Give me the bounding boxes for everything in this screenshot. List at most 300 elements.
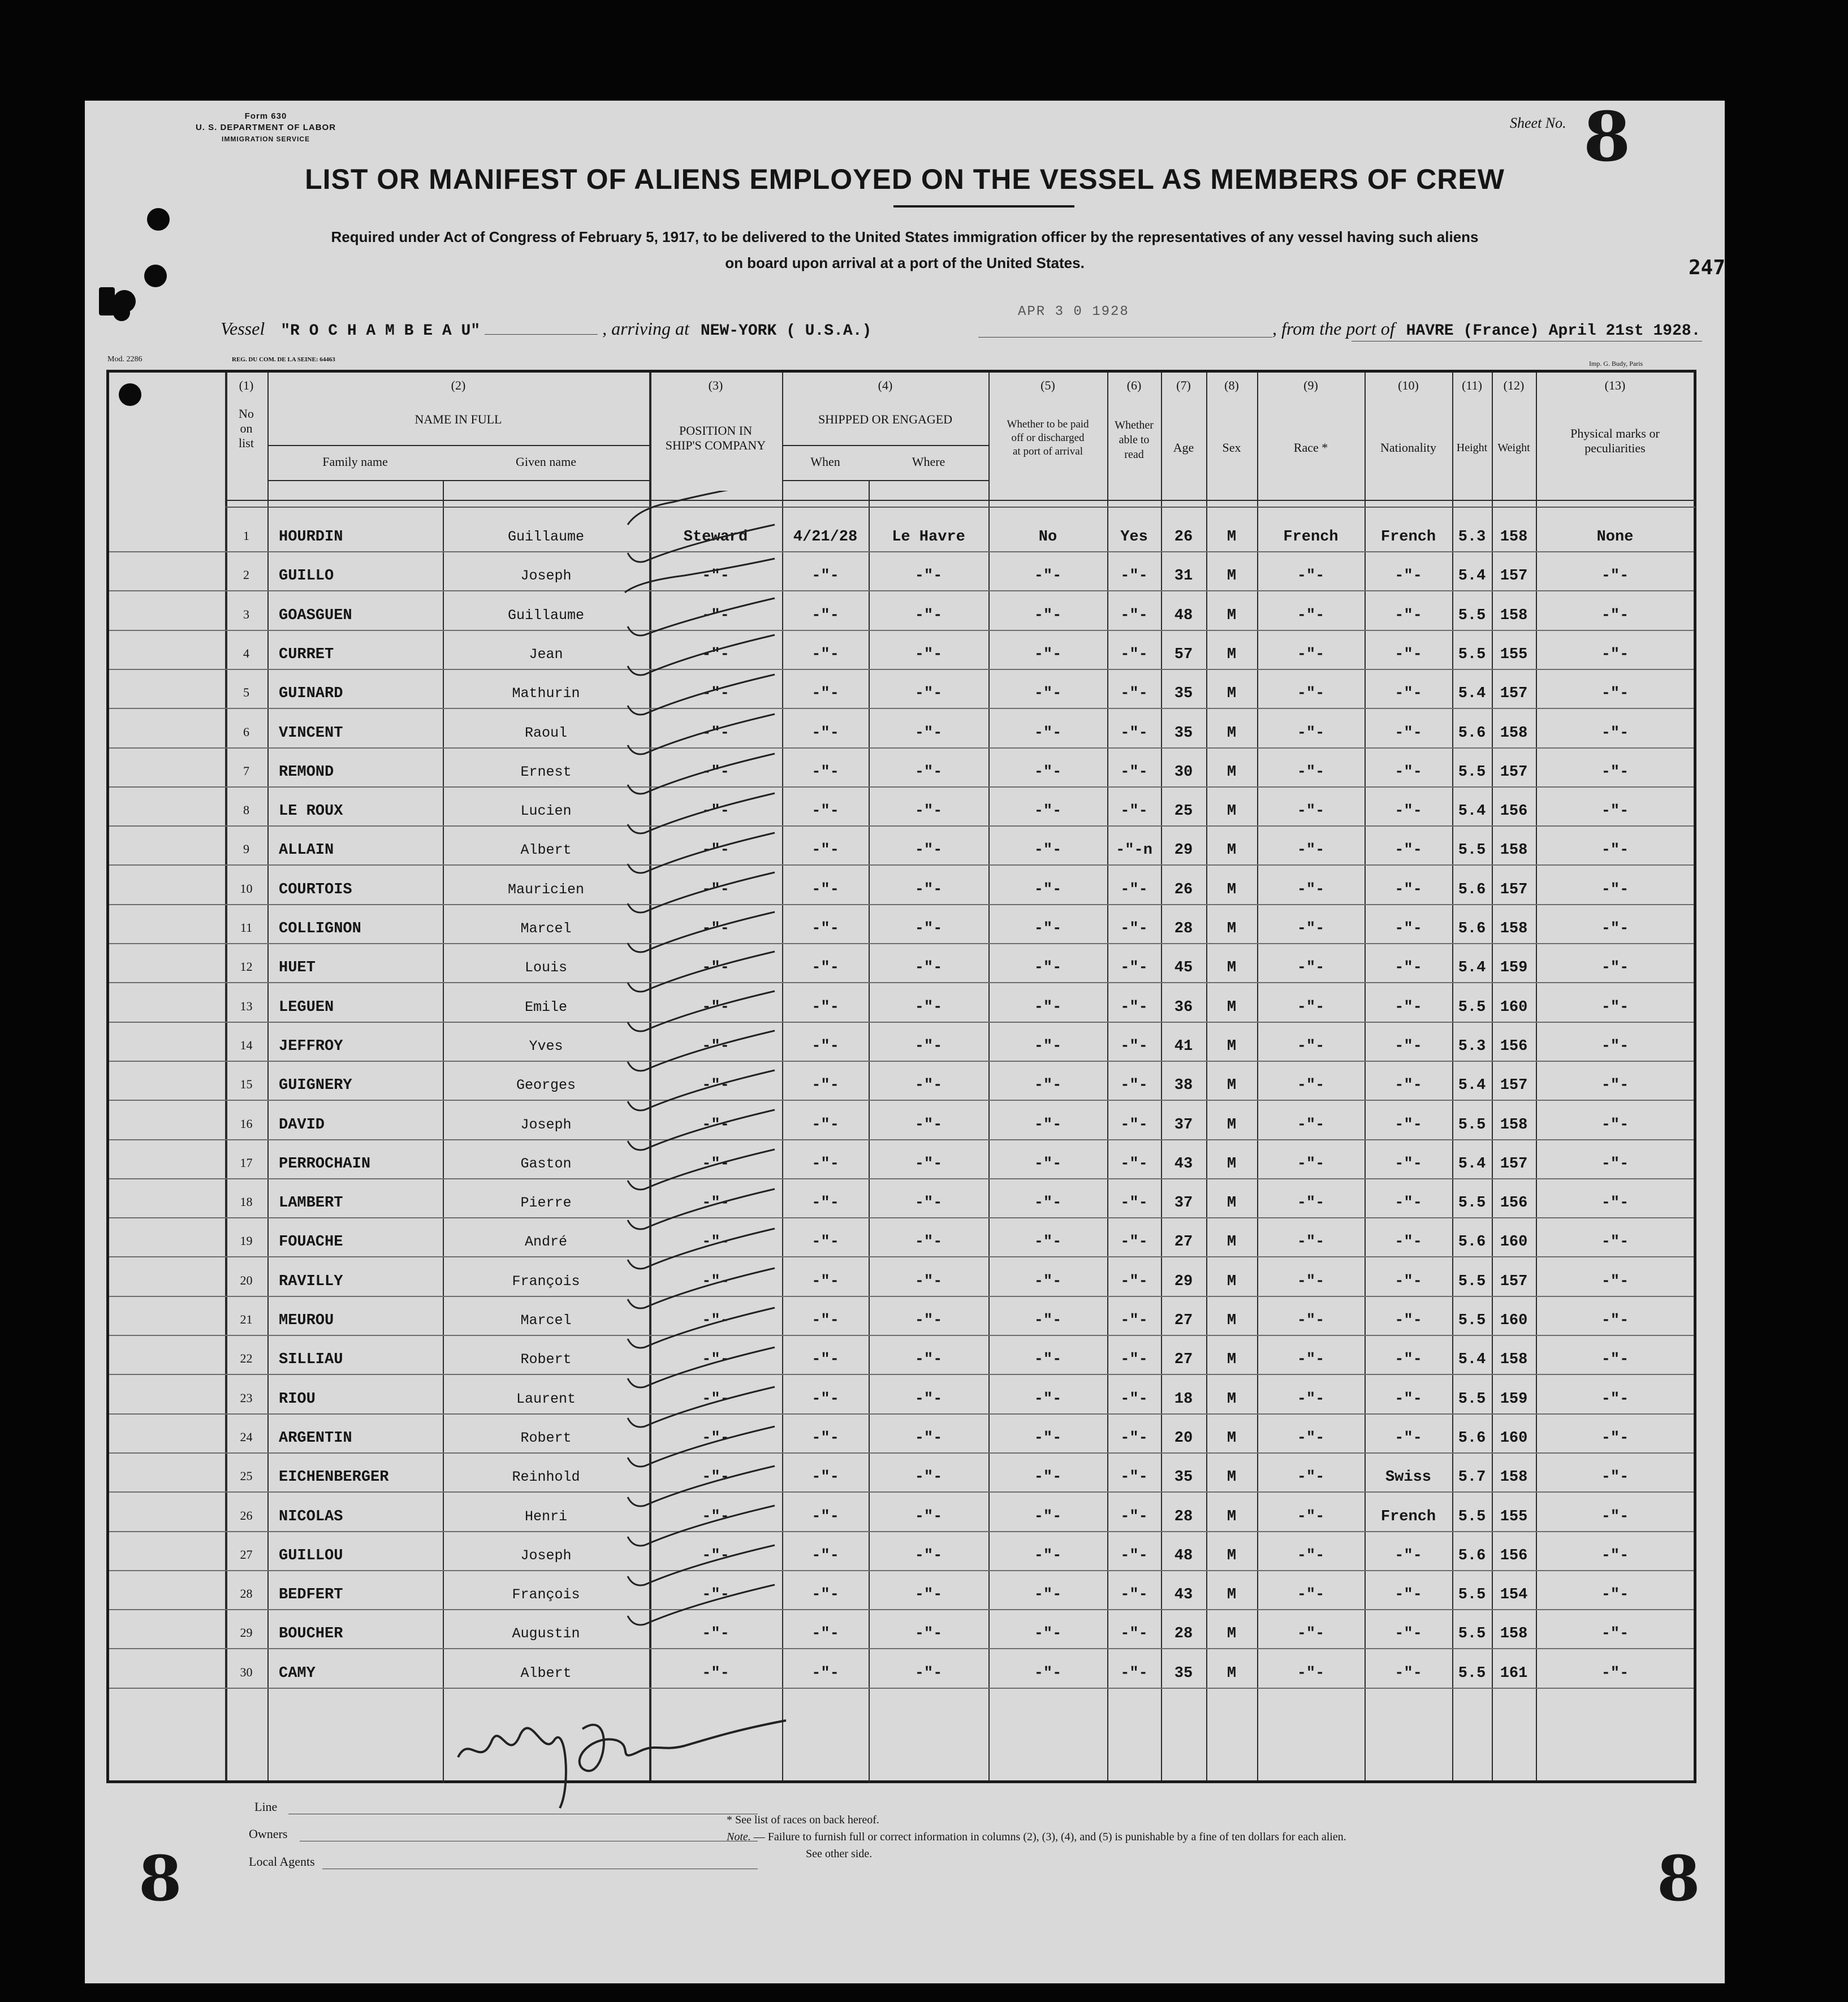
row-rule <box>109 982 1694 983</box>
cell-position: -"- <box>702 685 729 703</box>
sheet-number-bottom-left: 8 <box>139 1842 182 1915</box>
cell-able-to-read: -"- <box>1120 1351 1148 1369</box>
cell-race: -"- <box>1297 1195 1325 1212</box>
cell-family-name: HOURDIN <box>279 529 343 546</box>
crew-table <box>106 370 1696 1783</box>
cell-physical-marks: -"- <box>1601 607 1629 624</box>
cell-shipped-where: -"- <box>914 1312 943 1329</box>
cell-nationality: -"- <box>1394 1116 1422 1134</box>
cell-age: 48 <box>1174 607 1193 624</box>
cell-shipped-where: -"- <box>914 1469 943 1486</box>
cell-paid-off: -"- <box>1034 646 1062 663</box>
cell-position: -"- <box>702 1116 729 1134</box>
cell-given-name: Lucien <box>520 803 572 820</box>
see-other-side: See other side. <box>806 1848 873 1860</box>
cell-shipped-where: -"- <box>914 1625 943 1643</box>
cell-race: -"- <box>1297 1508 1325 1525</box>
cell-row-number: 11 <box>240 920 253 935</box>
cell-race: -"- <box>1297 1116 1325 1134</box>
cell-paid-off: -"- <box>1034 1037 1062 1055</box>
cell-height: 5.4 <box>1458 1077 1486 1095</box>
cell-given-name: Emile <box>524 998 567 1015</box>
cell-position: -"- <box>702 1547 729 1564</box>
cell-sex: M <box>1227 1586 1237 1604</box>
cell-shipped-when: -"- <box>811 1234 839 1251</box>
cell-nationality: -"- <box>1394 685 1422 703</box>
col-where-header: Where <box>912 455 945 469</box>
cell-physical-marks: -"- <box>1601 1037 1629 1055</box>
cell-given-name: Pierre <box>520 1195 572 1212</box>
cell-shipped-where: -"- <box>914 1351 943 1369</box>
cell-family-name: PERROCHAIN <box>279 1155 371 1173</box>
cell-shipped-where: -"- <box>914 1273 943 1290</box>
cell-height: 5.5 <box>1458 998 1486 1016</box>
row-rule <box>109 590 1694 591</box>
cell-height: 5.5 <box>1458 1586 1486 1604</box>
col-2-number: (2) <box>451 378 466 392</box>
cell-age: 38 <box>1174 1077 1193 1095</box>
cell-nationality: -"- <box>1394 646 1422 663</box>
cell-family-name: COURTOIS <box>279 881 352 898</box>
department-name: U. S. DEPARTMENT OF LABOR <box>195 123 336 132</box>
cell-paid-off: -"- <box>1034 568 1062 585</box>
cell-physical-marks: -"- <box>1601 842 1629 859</box>
note-text: — Failure to furnish full or correct information in columns (2), (3), (4), and (5) is punishable by a fine of ten dollars for each alien. <box>753 1831 1346 1843</box>
cell-family-name: RIOU <box>279 1390 316 1408</box>
cell-sex: M <box>1227 1273 1237 1290</box>
cell-nationality: -"- <box>1394 1351 1422 1369</box>
cell-shipped-where: -"- <box>914 998 943 1016</box>
from-line <box>1272 318 1700 340</box>
cell-shipped-where: -"- <box>914 1116 943 1134</box>
cell-race: -"- <box>1297 685 1325 703</box>
cell-able-to-read: Yes <box>1120 529 1148 546</box>
arrival-port: NEW-YORK ( U.S.A.) <box>700 322 872 340</box>
cell-sex: M <box>1227 685 1237 703</box>
cell-age: 48 <box>1174 1547 1193 1564</box>
cell-row-number: 6 <box>243 724 249 739</box>
cell-row-number: 25 <box>240 1469 253 1484</box>
form-header <box>175 111 356 145</box>
cell-shipped-where: -"- <box>914 1037 943 1055</box>
col-6-number: (6) <box>1126 378 1142 392</box>
cell-given-name: Reinhold <box>512 1469 580 1486</box>
cell-height: 5.6 <box>1458 724 1486 742</box>
cell-shipped-where: -"- <box>914 1155 943 1173</box>
row-rule <box>109 1296 1694 1297</box>
cell-sex: M <box>1227 1312 1237 1329</box>
footer-agents-label: Local Agents <box>249 1854 315 1869</box>
cell-race: -"- <box>1297 1625 1325 1643</box>
col-marks-header: Physical marks or peculiarities <box>1570 426 1660 455</box>
cell-shipped-when: -"- <box>811 1037 839 1055</box>
cell-sex: M <box>1227 881 1237 898</box>
col-age-header: Age <box>1173 440 1194 455</box>
page-title: LIST OR MANIFEST OF ALIENS EMPLOYED ON THE VESSEL AS MEMBERS OF CREW <box>305 163 1505 195</box>
row-rule <box>109 1452 1694 1454</box>
cell-shipped-when: -"- <box>811 1273 839 1290</box>
cell-given-name: Marcel <box>520 920 572 937</box>
col-paid-header: Whether to be paid off or discharged at port of arrival <box>1007 418 1089 457</box>
cell-family-name: MEUROU <box>279 1312 334 1329</box>
cell-shipped-where: -"- <box>914 1508 943 1525</box>
cell-age: 45 <box>1174 959 1193 977</box>
cell-shipped-when: -"- <box>811 998 839 1016</box>
cell-age: 35 <box>1174 685 1193 703</box>
cell-given-name: Joseph <box>520 1116 572 1133</box>
cell-height: 5.4 <box>1458 685 1486 703</box>
date-stamp: APR 3 0 1928 <box>1018 304 1129 319</box>
cell-age: 37 <box>1174 1116 1193 1134</box>
cell-able-to-read: -"- <box>1120 724 1148 742</box>
cell-weight: 157 <box>1500 1155 1528 1173</box>
cell-row-number: 20 <box>240 1273 253 1287</box>
cell-shipped-when: -"- <box>811 959 839 977</box>
cell-weight: 158 <box>1500 920 1528 937</box>
cell-age: 28 <box>1174 1625 1193 1643</box>
cell-physical-marks: -"- <box>1601 1429 1629 1447</box>
cell-age: 43 <box>1174 1586 1193 1604</box>
col-8-number: (8) <box>1224 378 1239 392</box>
col-1-number: (1) <box>239 378 254 392</box>
cell-row-number: 24 <box>240 1429 253 1444</box>
cell-nationality: -"- <box>1394 1077 1422 1095</box>
cell-shipped-when: -"- <box>811 568 839 585</box>
cell-nationality: -"- <box>1394 1664 1422 1682</box>
cell-paid-off: -"- <box>1034 1625 1062 1643</box>
cell-shipped-where: -"- <box>914 1429 943 1447</box>
cell-race: -"- <box>1297 881 1325 898</box>
cell-paid-off: -"- <box>1034 724 1062 742</box>
cell-able-to-read: -"- <box>1120 1429 1148 1447</box>
cell-height: 5.4 <box>1458 568 1486 585</box>
row-rule <box>109 669 1694 670</box>
row-rule <box>109 1570 1694 1571</box>
sheet-number-bottom-right: 8 <box>1657 1842 1700 1915</box>
cell-physical-marks: -"- <box>1601 1312 1629 1329</box>
cell-family-name: GUINARD <box>279 685 343 703</box>
cell-paid-off: -"- <box>1034 959 1062 977</box>
cell-shipped-when: -"- <box>811 1077 839 1095</box>
row-rule <box>109 1531 1694 1532</box>
cell-family-name: CAMY <box>279 1664 316 1682</box>
cell-age: 35 <box>1174 1469 1193 1486</box>
col-when-header: When <box>810 455 840 469</box>
cell-height: 5.5 <box>1458 646 1486 663</box>
cell-race: -"- <box>1297 1351 1325 1369</box>
col-10-number: (10) <box>1398 378 1419 392</box>
col-family-header: Family name <box>322 455 388 469</box>
cell-row-number: 10 <box>240 881 253 896</box>
cell-physical-marks: -"- <box>1601 1273 1629 1290</box>
col-height-header: Height <box>1456 442 1488 454</box>
arriving-label: , arriving at <box>602 318 689 339</box>
check-marks <box>605 491 899 1808</box>
cell-shipped-when: -"- <box>811 842 839 859</box>
cell-height: 5.5 <box>1458 1664 1486 1682</box>
cell-shipped-where: -"- <box>914 1195 943 1212</box>
cell-row-number: 23 <box>240 1390 253 1405</box>
cell-shipped-where: -"- <box>914 724 943 742</box>
cell-family-name: GUIGNERY <box>279 1077 352 1095</box>
cell-family-name: GUILLO <box>279 568 334 585</box>
cell-height: 5.5 <box>1458 1625 1486 1643</box>
cell-physical-marks: -"- <box>1601 1234 1629 1251</box>
cell-given-name: Guillaume <box>507 607 585 624</box>
cell-able-to-read: -"- <box>1120 1312 1148 1329</box>
cell-height: 5.6 <box>1458 881 1486 898</box>
cell-sex: M <box>1227 998 1237 1016</box>
cell-family-name: BEDFERT <box>279 1586 343 1604</box>
col-13-number: (13) <box>1604 378 1626 392</box>
cell-sex: M <box>1227 1547 1237 1564</box>
cell-physical-marks: -"- <box>1601 998 1629 1016</box>
cell-able-to-read: -"- <box>1120 803 1148 820</box>
cell-family-name: LAMBERT <box>279 1195 343 1212</box>
footer-line-label: Line <box>254 1800 278 1814</box>
cell-able-to-read: -"- <box>1120 1116 1148 1134</box>
cell-nationality: -"- <box>1394 1234 1422 1251</box>
row-rule <box>109 1178 1694 1179</box>
cell-race: -"- <box>1297 1586 1325 1604</box>
cell-sex: M <box>1227 1116 1237 1134</box>
cell-race: -"- <box>1297 1077 1325 1095</box>
cell-sex: M <box>1227 763 1237 781</box>
cell-physical-marks: -"- <box>1601 763 1629 781</box>
row-rule <box>109 1648 1694 1649</box>
cell-sex: M <box>1227 1234 1237 1251</box>
col-race-header: Race * <box>1293 440 1328 455</box>
cell-physical-marks: -"- <box>1601 568 1629 585</box>
cell-height: 5.5 <box>1458 1195 1486 1212</box>
cell-row-number: 17 <box>240 1155 253 1170</box>
cell-sex: M <box>1227 568 1237 585</box>
cell-sex: M <box>1227 1664 1237 1682</box>
cell-physical-marks: -"- <box>1601 1155 1629 1173</box>
cell-given-name: Marcel <box>520 1312 572 1329</box>
row-rule <box>109 1609 1694 1610</box>
col-3-number: (3) <box>708 378 723 392</box>
cell-race: -"- <box>1297 1547 1325 1564</box>
manifest-sheet <box>85 97 1726 1983</box>
cell-nationality: -"- <box>1394 803 1422 820</box>
cell-weight: 157 <box>1500 763 1528 781</box>
row-rule <box>109 708 1694 709</box>
cell-able-to-read: -"- <box>1120 1077 1148 1095</box>
cell-weight: 160 <box>1500 998 1528 1016</box>
cell-height: 5.6 <box>1458 1547 1486 1564</box>
cell-physical-marks: -"- <box>1601 881 1629 898</box>
cell-race: -"- <box>1297 724 1325 742</box>
cell-able-to-read: -"- <box>1120 1195 1148 1212</box>
cell-shipped-when: -"- <box>811 1586 839 1604</box>
vessel-label: Vessel <box>221 318 265 339</box>
cell-shipped-where: -"- <box>914 842 943 859</box>
row-rule <box>109 864 1694 866</box>
cell-row-number: 18 <box>240 1195 253 1209</box>
cell-race: -"- <box>1297 646 1325 663</box>
row-rule <box>109 943 1694 944</box>
cell-nationality: -"- <box>1394 959 1422 977</box>
cell-sex: M <box>1227 1037 1237 1055</box>
cell-family-name: HUET <box>279 959 316 977</box>
cell-family-name: RAVILLY <box>279 1273 343 1290</box>
cell-physical-marks: -"- <box>1601 1586 1629 1604</box>
cell-shipped-where: -"- <box>914 763 943 781</box>
cell-family-name: GUILLOU <box>279 1547 343 1564</box>
cell-shipped-where: -"- <box>914 1586 943 1604</box>
cell-position: -"- <box>702 1586 729 1604</box>
cell-sex: M <box>1227 724 1237 742</box>
cell-shipped-when: -"- <box>811 881 839 898</box>
cell-sex: M <box>1227 1351 1237 1369</box>
cell-row-number: 21 <box>240 1312 253 1326</box>
cell-given-name: Albert <box>520 1664 572 1681</box>
cell-nationality: -"- <box>1394 998 1422 1016</box>
cell-row-number: 16 <box>240 1116 253 1131</box>
col-weight-header: Weight <box>1497 442 1530 454</box>
cell-sex: M <box>1227 1390 1237 1408</box>
cell-nationality: Swiss <box>1385 1469 1431 1486</box>
cell-shipped-when: -"- <box>811 1116 839 1134</box>
cell-paid-off: -"- <box>1034 998 1062 1016</box>
cell-height: 5.5 <box>1458 1273 1486 1290</box>
cell-row-number: 15 <box>240 1077 253 1092</box>
cell-paid-off: -"- <box>1034 1273 1062 1290</box>
cell-able-to-read: -"- <box>1120 568 1148 585</box>
cell-paid-off: -"- <box>1034 842 1062 859</box>
cell-nationality: -"- <box>1394 1273 1422 1290</box>
col-position-header: POSITION IN SHIP'S COMPANY <box>665 423 766 452</box>
cell-shipped-where: -"- <box>914 607 943 624</box>
subtitle-line-2: on board upon arrival at a port of the United States. <box>725 254 1085 271</box>
cell-physical-marks: -"- <box>1601 803 1629 820</box>
cell-race: -"- <box>1297 920 1325 937</box>
cell-paid-off: -"- <box>1034 763 1062 781</box>
cell-paid-off: -"- <box>1034 1469 1062 1486</box>
cell-row-number: 22 <box>240 1351 253 1366</box>
cell-sex: M <box>1227 842 1237 859</box>
cell-height: 5.5 <box>1458 1312 1486 1329</box>
cell-paid-off: -"- <box>1034 1312 1062 1329</box>
cell-given-name: Mathurin <box>512 685 580 702</box>
cell-shipped-when: -"- <box>811 685 839 703</box>
cell-position: -"- <box>702 881 729 898</box>
cell-given-name: Robert <box>520 1351 572 1368</box>
cell-shipped-where: -"- <box>914 1390 943 1408</box>
cell-family-name: GOASGUEN <box>279 607 352 624</box>
cell-given-name: Augustin <box>512 1625 580 1642</box>
cell-position: -"- <box>702 646 729 663</box>
row-rule <box>109 1335 1694 1336</box>
cell-weight: 157 <box>1500 1077 1528 1095</box>
row-rule <box>109 1413 1694 1415</box>
cell-age: 57 <box>1174 646 1193 663</box>
cell-family-name: COLLIGNON <box>279 920 361 937</box>
cell-race: -"- <box>1297 1234 1325 1251</box>
cell-height: 5.4 <box>1458 1155 1486 1173</box>
cell-paid-off: -"- <box>1034 920 1062 937</box>
cell-weight: 158 <box>1500 1116 1528 1134</box>
cell-weight: 156 <box>1500 1195 1528 1212</box>
cell-height: 5.4 <box>1458 959 1486 977</box>
cell-sex: M <box>1227 1508 1237 1525</box>
cell-weight: 157 <box>1500 685 1528 703</box>
cell-height: 5.5 <box>1458 842 1486 859</box>
cell-shipped-where: -"- <box>914 803 943 820</box>
cell-able-to-read: -"- <box>1120 1234 1148 1251</box>
col-sex-header: Sex <box>1222 440 1241 455</box>
cell-physical-marks: None <box>1596 529 1634 546</box>
cell-nationality: -"- <box>1394 1625 1422 1643</box>
cell-nationality: -"- <box>1394 1586 1422 1604</box>
cell-weight: 158 <box>1500 724 1528 742</box>
cell-shipped-where: -"- <box>914 1234 943 1251</box>
cell-paid-off: -"- <box>1034 1155 1062 1173</box>
cell-position: -"- <box>702 920 729 937</box>
cell-age: 18 <box>1174 1390 1193 1408</box>
cell-weight: 159 <box>1500 1390 1528 1408</box>
cell-shipped-when: -"- <box>811 646 839 663</box>
cell-able-to-read: -"- <box>1120 1508 1148 1525</box>
cell-nationality: French <box>1380 529 1436 546</box>
cell-race: -"- <box>1297 842 1325 859</box>
cell-shipped-where: -"- <box>914 568 943 585</box>
cell-age: 27 <box>1174 1312 1193 1329</box>
cell-sex: M <box>1227 959 1237 977</box>
cell-shipped-when: -"- <box>811 1664 839 1682</box>
cell-family-name: NICOLAS <box>279 1508 343 1525</box>
cell-shipped-when: -"- <box>811 1195 839 1212</box>
cell-physical-marks: -"- <box>1601 1116 1629 1134</box>
cell-position: -"- <box>702 1273 729 1290</box>
cell-physical-marks: -"- <box>1601 959 1629 977</box>
row-rule <box>109 786 1694 788</box>
row-rule <box>109 825 1694 827</box>
cell-age: 28 <box>1174 920 1193 937</box>
cell-able-to-read: -"- <box>1120 1664 1148 1682</box>
cell-row-number: 27 <box>240 1547 253 1562</box>
cell-sex: M <box>1227 803 1237 820</box>
cell-height: 5.3 <box>1458 529 1486 546</box>
cell-able-to-read: -"- <box>1120 1155 1148 1173</box>
fine-note <box>727 1831 1346 1844</box>
cell-position: -"- <box>702 1469 729 1486</box>
cell-race: -"- <box>1297 998 1325 1016</box>
cell-position: -"- <box>702 1195 729 1212</box>
cell-race: French <box>1283 529 1338 546</box>
cell-age: 41 <box>1174 1037 1193 1055</box>
cell-row-number: 14 <box>240 1037 253 1052</box>
cell-shipped-when: 4/21/28 <box>793 529 858 546</box>
cell-weight: 155 <box>1500 646 1528 663</box>
cell-able-to-read: -"- <box>1120 1547 1148 1564</box>
cell-sex: M <box>1227 1429 1237 1447</box>
cell-family-name: CURRET <box>279 646 334 663</box>
cell-age: 27 <box>1174 1351 1193 1369</box>
cell-shipped-where: -"- <box>914 1664 943 1682</box>
cell-given-name: Yves <box>529 1037 563 1054</box>
cell-given-name: Albert <box>520 842 572 859</box>
row-rule <box>109 1061 1694 1062</box>
cell-able-to-read: -"- <box>1120 1586 1148 1604</box>
cell-given-name: Raoul <box>524 724 567 741</box>
cell-row-number: 5 <box>243 685 249 700</box>
cell-weight: 156 <box>1500 1547 1528 1564</box>
cell-weight: 155 <box>1500 1508 1528 1525</box>
cell-race: -"- <box>1297 568 1325 585</box>
cell-given-name: Joseph <box>520 1547 572 1564</box>
